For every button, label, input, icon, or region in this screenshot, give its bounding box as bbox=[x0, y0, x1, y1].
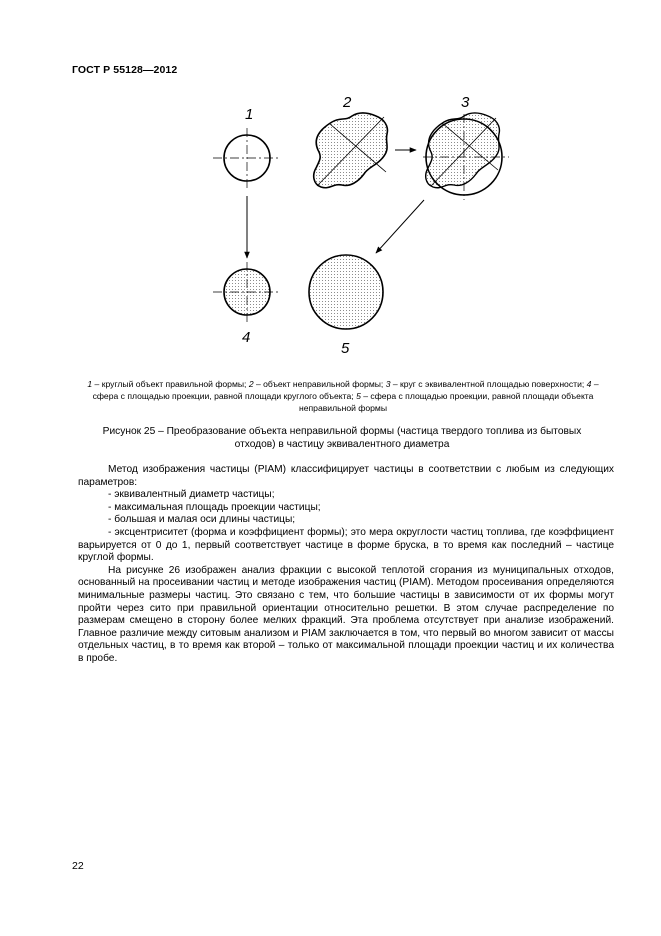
object-5-sphere-irregular-area bbox=[309, 255, 383, 329]
legend-text-5: – сфера с площадью проекции, равной площади объекта неправильной формы bbox=[298, 391, 594, 413]
param-item-2: - максимальная площадь проекции частицы; bbox=[108, 501, 321, 513]
figure-caption: Рисунок 25 – Преобразование объекта неправильной формы (частица твердого топлива из бытовых отходов) в частицу эквивалентного диаметра bbox=[102, 426, 582, 450]
figure-25-diagram bbox=[0, 0, 661, 370]
document-header: ГОСТ Р 55128—2012 bbox=[72, 64, 178, 76]
object-4-sphere-round-area bbox=[213, 262, 281, 323]
label-4: 4 bbox=[242, 329, 251, 346]
legend-text-4: – сфера с площадью проекции, равной площади круглого объекта; bbox=[92, 379, 599, 401]
legend-num-4: 4 bbox=[586, 379, 592, 389]
figure-legend bbox=[78, 378, 608, 414]
label-5: 5 bbox=[341, 340, 350, 357]
param-item-3: - большая и малая оси длины частицы; bbox=[108, 514, 296, 526]
label-2: 2 bbox=[343, 94, 352, 111]
intro-paragraph: Метод изображения частицы (PIAM) классифицирует частицы в соответствии с любым из следующих параметров: bbox=[78, 464, 614, 488]
page-number: 22 bbox=[72, 860, 84, 872]
label-1: 1 bbox=[245, 106, 254, 123]
object-2-irregular bbox=[314, 113, 388, 188]
label-3: 3 bbox=[461, 94, 470, 111]
main-paragraph: На рисунке 26 изображен анализ фракции с высокой теплотой сгорания из муниципальных отходов, основанный на просеивании частиц и методе изображения частиц (PIAM). Методом просеивания определяются минимальные размеры частиц. Это связано с тем, что большие частицы в зависимости от их формы могут пройти через сито при правильной ориентации относительно решетки. В этом случае распределение по размерам смещено в сторону более мелких фракций. Эта проблема отсутствует при анализе изображений. Главное различие между ситовым анализом и PIAM заключается в том, что первый во многом зависит от массы отдельных частиц, в то время как второй – только от максимальной площади проекции частиц и их количества в пробе. bbox=[78, 564, 614, 664]
legend-num-2: 2 bbox=[248, 379, 254, 389]
legend-text-2: – объект неправильной формы; bbox=[253, 379, 386, 389]
arrow-3-to-5 bbox=[376, 200, 424, 253]
legend-num-5: 5 bbox=[356, 391, 361, 401]
legend-text-3: – круг с эквивалентной площадью поверхности; bbox=[390, 379, 587, 389]
body-text bbox=[78, 464, 614, 666]
legend-text-1: – круглый объект правильной формы; bbox=[92, 379, 249, 389]
object-3-equivalent-circle bbox=[423, 113, 509, 200]
param-item-4: - эксцентриситет (форма и коэффициент формы); это мера округлости частиц топлива, где коэффициент варьируется от 0 до 1, первый соответствует частице в форме бруска, в то время как последний – частице круглой формы. bbox=[78, 526, 614, 564]
legend-num-3: 3 bbox=[385, 379, 391, 389]
legend-num-1: 1 bbox=[87, 379, 93, 389]
object-1-round bbox=[213, 128, 281, 189]
param-item-1: - эквивалентный диаметр частицы; bbox=[108, 489, 275, 501]
